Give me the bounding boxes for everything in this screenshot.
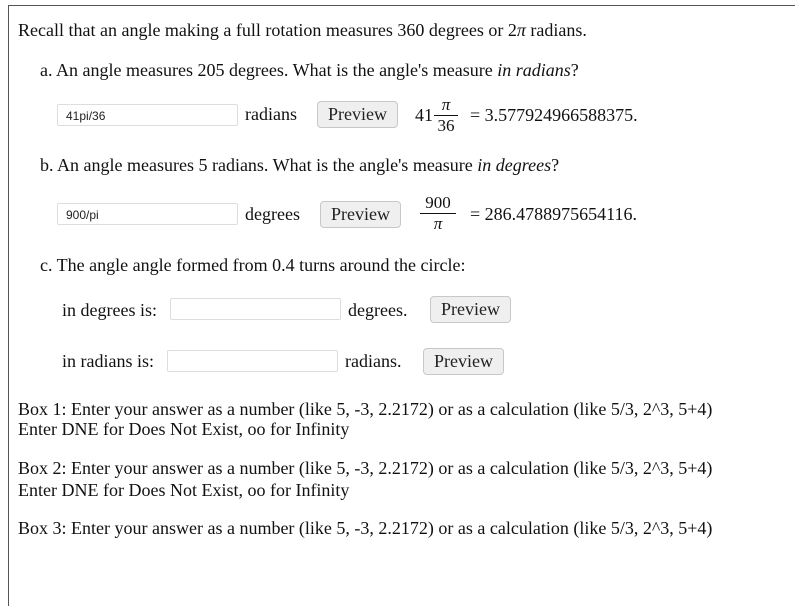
unit-c-degrees: degrees. xyxy=(348,300,408,320)
help-box3-line1: Box 3: Enter your answer as a number (like 5, -3, 2.2172) or as a calculation (like 5/3, 2^3, 5+4) xyxy=(18,518,713,538)
answer-b-input[interactable]: 900/pi xyxy=(57,203,238,225)
preview-c-degrees-button[interactable]: Preview xyxy=(430,296,511,323)
help-box2-line2: Enter DNE for Does Not Exist, oo for Infinity xyxy=(18,480,350,500)
part-c-question: c. The angle angle formed from 0.4 turns around the circle: xyxy=(40,255,466,275)
unit-b: degrees xyxy=(245,204,300,224)
math-b-fraction: $\frac{900}{\pi}$ xyxy=(420,193,456,234)
answer-a-input[interactable]: 41pi/36 xyxy=(57,104,238,126)
intro-text: Recall that an angle making a full rotation measures 360 degrees or 2π radians. xyxy=(18,20,587,40)
math-a-result: = 3.577924966588375. xyxy=(470,105,638,125)
part-a-question: a. An angle measures 205 degrees. What is the angle's measure in radians? xyxy=(40,60,579,80)
help-box1-line2: Enter DNE for Does Not Exist, oo for Infinity xyxy=(18,419,350,439)
unit-c-radians: radians. xyxy=(345,351,402,371)
math-b-result: = 286.4788975654116. xyxy=(470,204,637,224)
preview-a-button[interactable]: Preview xyxy=(317,101,398,128)
answer-c-degrees-input[interactable] xyxy=(170,298,341,320)
part-b-question: b. An angle measures 5 radians. What is the angle's measure in degrees? xyxy=(40,155,560,175)
math-a-fraction: $\frac{\pi}{36}$ xyxy=(434,95,458,136)
math-a-whole: 41 xyxy=(415,105,433,125)
degrees-label: in degrees is: xyxy=(62,300,157,320)
unit-a: radians xyxy=(245,104,297,124)
radians-label: in radians is: xyxy=(62,351,154,371)
preview-b-button[interactable]: Preview xyxy=(320,201,401,228)
help-box1-line1: Box 1: Enter your answer as a number (like 5, -3, 2.2172) or as a calculation (like 5/3, 2^3, 5+4) xyxy=(18,399,713,419)
help-box2-line1: Box 2: Enter your answer as a number (like 5, -3, 2.2172) or as a calculation (like 5/3, 2^3, 5+4) xyxy=(18,458,713,478)
answer-c-radians-input[interactable] xyxy=(167,350,338,372)
preview-c-radians-button[interactable]: Preview xyxy=(423,348,504,375)
